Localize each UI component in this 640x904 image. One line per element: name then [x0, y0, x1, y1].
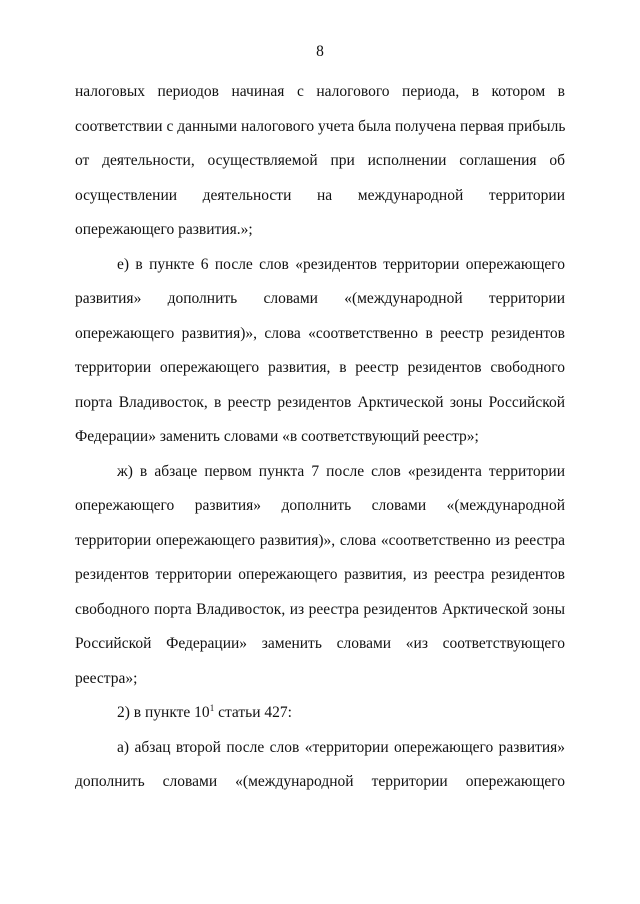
paragraph-zh-first-line: ж) в абзаце первом пункта 7 после слов «резидента территории	[117, 463, 565, 480]
text-line: соответствии с данными налогового учета была получена первая прибыль	[75, 118, 566, 135]
text-line: опережающего развития)», слова «соответственно в реестр резидентов	[75, 325, 565, 342]
paragraph-a-first-line: а) абзац второй после слов «территории опережающего развития»	[117, 739, 565, 756]
paragraph-e-first-line: е) в пункте 6 после слов «резидентов территории опережающего	[117, 256, 565, 273]
item-2-superscript: 1	[209, 703, 215, 713]
text-line: резидентов территории опережающего развития, из реестра резидентов	[75, 566, 565, 583]
text-line: осуществлении деятельности на международной территории	[75, 187, 565, 204]
text-line: территории опережающего развития)», слова «соответственно из реестра	[75, 532, 565, 549]
text-line: Российской Федерации» заменить словами «из соответствующего	[75, 635, 565, 652]
item-2-heading	[117, 703, 565, 723]
page-number: 8	[316, 43, 324, 60]
text-line: от деятельности, осуществляемой при исполнении соглашения об	[75, 152, 565, 169]
item-2-suffix: статьи 427:	[214, 704, 292, 721]
text-line: дополнить словами «(международной территории опережающего	[75, 773, 565, 790]
text-line: развития» дополнить словами «(международной территории	[75, 290, 565, 307]
item-2-prefix: 2) в пункте 10	[117, 704, 210, 721]
text-line: реестра»;	[75, 670, 138, 687]
text-line: опережающего развития» дополнить словами «(международной	[75, 497, 565, 514]
text-line: порта Владивосток, в реестр резидентов Арктической зоны Российской	[75, 394, 565, 411]
text-line: Федерации» заменить словами «в соответствующий реестр»;	[75, 428, 479, 445]
text-line: территории опережающего развития, в реестр резидентов свободного	[75, 359, 565, 376]
text-line: опережающего развития.»;	[75, 221, 253, 238]
text-line: свободного порта Владивосток, из реестра резидентов Арктической зоны	[75, 601, 565, 618]
text-line: налоговых периодов начиная с налогового периода, в котором в	[75, 83, 565, 100]
